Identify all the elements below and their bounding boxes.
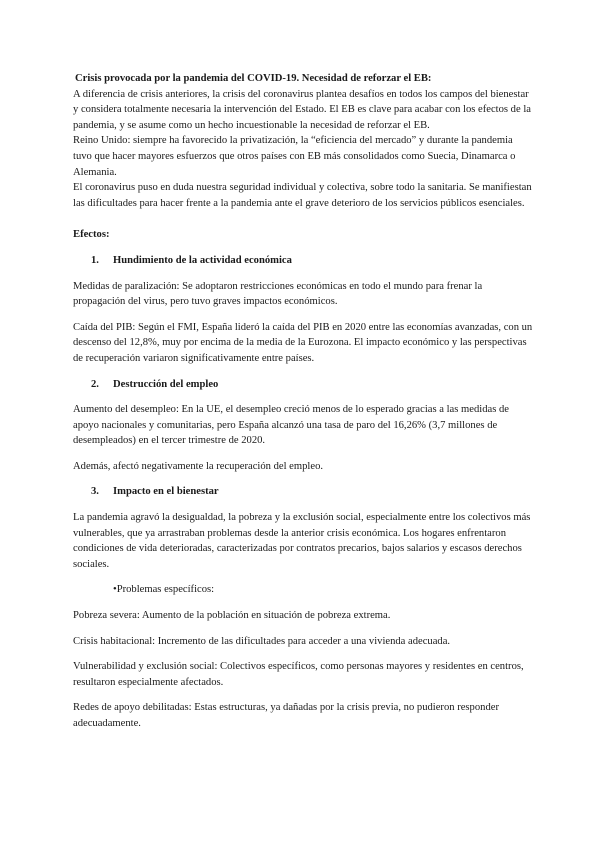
paragraph: Además, afectó negativamente la recuperación del empleo. xyxy=(73,460,324,472)
problem-item: Vulnerabilidad y exclusión social: Colectivos específicos, como personas mayores y residentes en centros, resultaron especialmente afectados. xyxy=(73,661,524,688)
section-title: Hundimiento de la actividad económica xyxy=(113,254,292,266)
paragraph: Caída del PIB: Según el FMI, España lideró la caída del PIB en 2020 entre las economías avanzadas, con un descenso del 12,8%, muy por encima de la media de la Eurozona. El impacto económico y las perspectivas de recuperación variaron significativamente entre países. xyxy=(73,321,533,364)
section-number: 3. xyxy=(91,486,99,498)
bullet-item: •Problemas específicos: xyxy=(113,584,215,596)
section-heading-2 xyxy=(73,377,533,393)
document-page xyxy=(73,71,533,732)
intro-paragraph-3: El coronavirus puso en duda nuestra seguridad individual y colectiva, sobre todo la sanitaria. Se manifiestan las dificultades para hacer frente a la pandemia ante el grave deterioro de los servicios públicos esenciales. xyxy=(73,182,532,209)
problem-item: Pobreza severa: Aumento de la población en situación de pobreza extrema. xyxy=(73,610,391,622)
problem-item: Redes de apoyo debilitadas: Estas estructuras, ya dañadas por la crisis previa, no pudieron responder adecuadamente. xyxy=(73,702,499,729)
section-heading-3 xyxy=(73,484,533,500)
section-heading-1 xyxy=(73,253,533,269)
paragraph: Aumento del desempleo: En la UE, el desempleo creció menos de lo esperado gracias a las medidas de apoyo nacionales y comunitarias, pero España alcanzó una tasa de paro del 16,26% (3,7 millones de desempleados) en el tercer trimestre de 2020. xyxy=(73,404,509,447)
document-title: Crisis provocada por la pandemia del COVID-19. Necesidad de reforzar el EB: xyxy=(75,73,432,84)
section-number: 1. xyxy=(91,254,99,266)
section-title: Destrucción del empleo xyxy=(113,378,219,390)
section-number: 2. xyxy=(91,378,99,390)
intro-paragraph-1: A diferencia de crisis anteriores, la crisis del coronavirus plantea desafíos en todos los campos del bienestar y considera totalmente necesaria la intervención del Estado. El EB es clave para acabar con los efectos de la pandemia, y se asume como un hecho incuestionable la necesidad de reforzar el EB. xyxy=(73,88,531,131)
section-title: Impacto en el bienestar xyxy=(113,486,219,498)
paragraph: La pandemia agravó la desigualdad, la pobreza y la exclusión social, especialmente entre los colectivos más vulnerables, que ya arrastraban problemas desde la anterior crisis económica. Los hogares enfrentaron condiciones de vida deterioradas, caracterizadas por contratos precarios, bajos salarios y escasos derechos sociales. xyxy=(73,512,531,570)
problem-item: Crisis habitacional: Incremento de las dificultades para acceder a una vivienda adecuada. xyxy=(73,635,451,647)
effects-heading: Efectos: xyxy=(73,229,110,241)
paragraph: Medidas de paralización: Se adoptaron restricciones económicas en todo el mundo para frenar la propagación del virus, pero tuvo graves impactos económicos. xyxy=(73,280,483,308)
intro-paragraph-2: Reino Unido: siempre ha favorecido la privatización, la “eficiencia del mercado” y durante la pandemia tuvo que hacer mayores esfuerzos que otros países con EB más consolidados como Suecia, Dinamarca o Alemania. xyxy=(73,135,516,178)
